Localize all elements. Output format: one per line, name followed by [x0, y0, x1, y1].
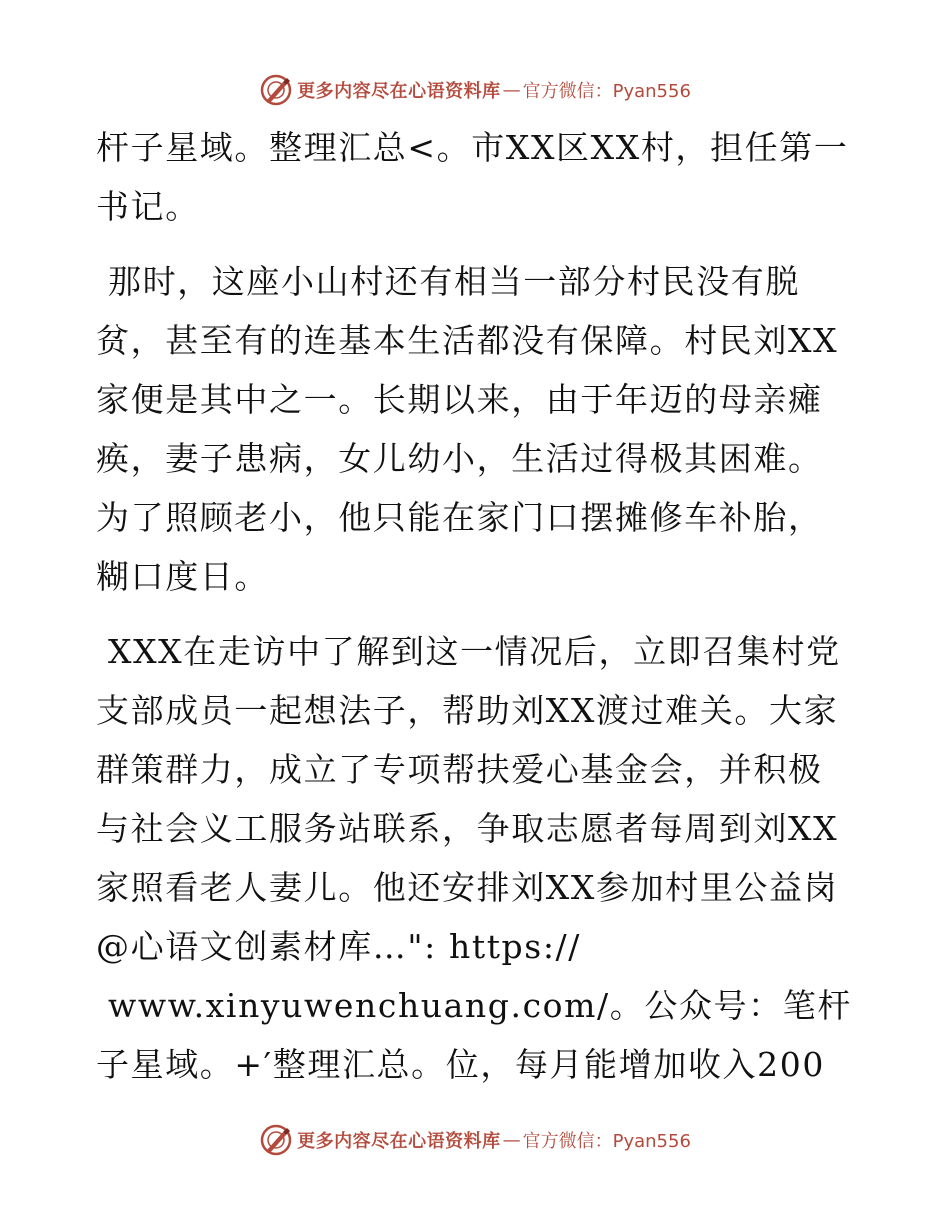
watermark-dash: —	[502, 79, 521, 101]
watermark-header	[0, 70, 950, 110]
paragraph-3-text: XXX在走访中了解到这一情况后，立即召集村党支部成员一起想法子，帮助刘XX渡过难关。大家群策群力，成立了专项帮扶爱心基金会，并积极与社会义工服务站联系，争取志愿者每周到刘XX家照看老人妻儿。他还安排刘XX参加村里公益岗@心语文创素材库…": https://	[96, 632, 841, 966]
document-body	[96, 118, 856, 1094]
paragraph-1: 杆子星域。整理汇总<。市XX区XX村，担任第一书记。	[96, 128, 849, 226]
pen-logo-icon	[259, 1123, 293, 1157]
watermark-contact: 官方微信：Pyan556	[522, 1131, 691, 1152]
watermark-title: 更多内容尽在心语资料库	[297, 81, 501, 102]
paragraph-3	[96, 622, 856, 1094]
watermark-title: 更多内容尽在心语资料库	[297, 1131, 501, 1152]
paragraph-3-url-text: www.xinyuwenchuang.com/。公众号：笔杆子星域。+′整理汇总。位，每月能增加收入200	[96, 986, 852, 1084]
watermark-footer	[0, 1120, 950, 1160]
watermark-dash: —	[502, 1129, 521, 1151]
pen-logo-icon	[259, 73, 293, 107]
paragraph-2: 那时，这座小山村还有相当一部分村民没有脱贫，甚至有的连基本生活都没有保障。村民刘XX家便是其中之一。长期以来，由于年迈的母亲瘫痪，妻子患病，女儿幼小，生活过得极其困难。为了照顾老小，他只能在家门口摆摊修车补胎，糊口度日。	[96, 262, 839, 596]
watermark-contact: 官方微信：Pyan556	[522, 81, 691, 102]
